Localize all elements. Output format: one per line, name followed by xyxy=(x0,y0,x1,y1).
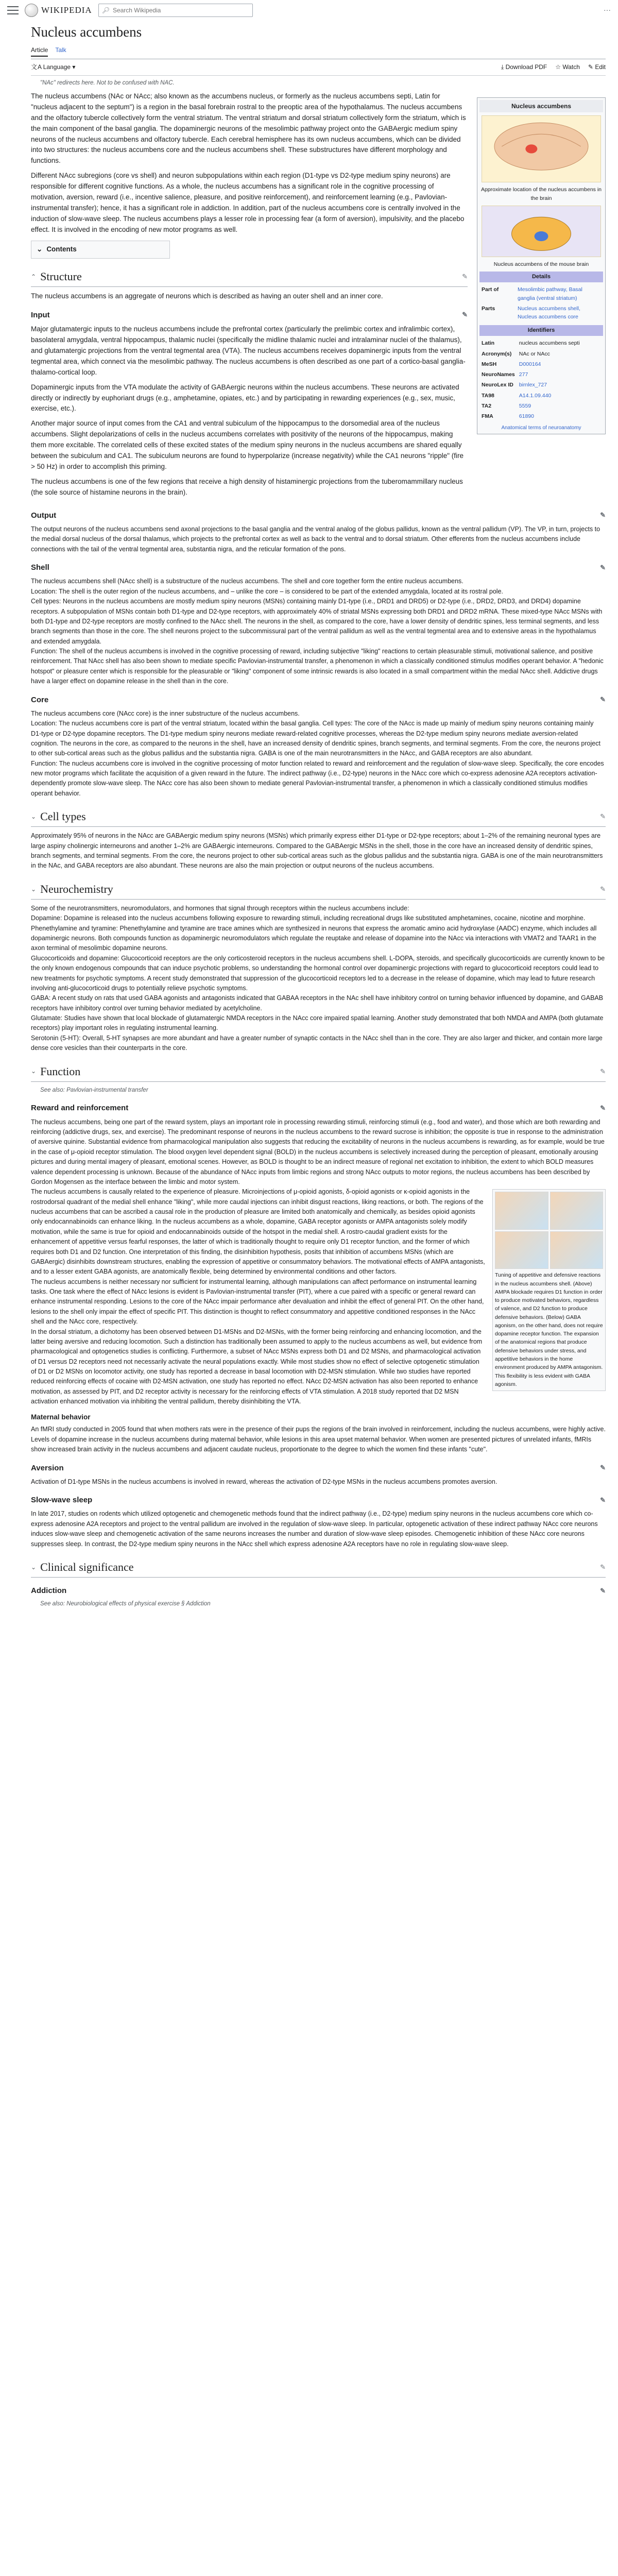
edit-section-icon[interactable]: ✎ xyxy=(600,885,606,893)
edit-section-icon[interactable]: ✎ xyxy=(462,272,468,280)
subsection-heading: Shell ✎ xyxy=(31,563,606,572)
paragraph: GABA: A recent study on rats that used GABA agonists and antagonists indicated that GABAA receptors in the NAc shell have inhibitory control on turning behavior influenced by dopamine, and GABAB receptors have inhibitory control over turning behavior mediated by acetylcholine. xyxy=(31,994,604,1012)
language-label: Language xyxy=(43,63,71,71)
paragraph: In the dorsal striatum, a dichotomy has been observed between D1-MSNs and D2-MSNs, with the former being reinforcing and enhancing locomotion, and the latter being aversive and reducing locomotion. Such a distinction has traditionally been assumed to apply to the nucleus accumbens as well, but evidence from pharmacological and optogenetics studies is conflicting. Furthermore, a subset of NAcc MSNs express both D1 and D2 MSNs, and pharmacological activation of D1 versus D2 receptors need not necessarily activate the neural populations exactly. While most studies show no effect of selective optogenetic stimulation of D1 or D2 MSNs on locomotor activity, one study has reported a decrease in basal locomotion with D2-MSN stimulation. While two studies have reported reduced reinforcing effects of cocaine with D2-MSN activation, one study has reported no effect. NAcc D2-MSN activation has also been reported to enhance motivation, as assessed by PIT, and D2 receptor activity is necessary for the reinforcing effects of VTA stimulation. A 2018 study reported that D2 MSN activation enhanced motivation via inhibiting the ventral pallidum, thereby disinhibiting the VTA. xyxy=(31,1328,483,1405)
watch-button[interactable]: ☆ Watch xyxy=(555,63,580,71)
paragraph: In late 2017, studies on rodents which utilized optogenetic and chemogenetic methods found that the indirect pathway (i.e., D2-type) medium spiny neurons in the nucleus accumbens core which co-express adenosine A2A receptors and project to the ventral pallidum are involved in the regulation of slow-wave sleep. In particular, optogenetic activation of these indirect pathway NAcc core neurons induces slow-wave sleep and chemogenetic activation of the same neurons increases the number and duration of slow-wave sleep episodes. Chemogenetic inhibition of these NAcc core neurons suppresses sleep. In contrast, the D2-type medium spiny neurons in the NAcc shell which express adenosine A2A receptors have no role in regulating slow-wave sleep. xyxy=(31,1510,598,1548)
tab-talk[interactable]: Talk xyxy=(55,46,66,54)
download-pdf-button[interactable]: ⤓ Download PDF xyxy=(501,63,547,71)
section-heading: ⌄ Function ✎ xyxy=(31,1063,606,1082)
collapse-icon[interactable]: ⌄ xyxy=(31,885,37,893)
intro-paragraph: The nucleus accumbens (NAc or NAcc; also known as the accumbens nucleus, or formerly as the nucleus accumbens septi, Latin for "nucleus adjacent to the septum") is a region in the basal forebrain rostral to the preoptic area of the hypothalamus. The nucleus accumbens and the olfactory tubercle collectively form the ventral striatum. The ventral striatum and dorsal striatum collectively form the striatum, which is the main component of the basal ganglia. The dopaminergic neurons of the mesolimbic pathway project onto the GABAergic medium spiny neurons of the nucleus accumbens and olfactory tubercle. Each cerebral hemisphere has its own nucleus accumbens, which can be divided into two structures: the nucleus accumbens core and the nucleus accumbens shell. These substructures have different morphology and functions. xyxy=(31,92,466,165)
infobox-caption: Approximate location of the nucleus accumbens in the brain xyxy=(480,187,602,201)
infobox-caption: Nucleus accumbens of the mouse brain xyxy=(493,261,589,267)
infobox-identifiers-head: Identifiers xyxy=(479,325,603,336)
edit-section-icon[interactable]: ✎ xyxy=(600,1464,606,1472)
edit-label: Edit xyxy=(595,63,606,71)
infobox-row: Latin nucleus accumbens septi xyxy=(482,340,580,347)
subsection-heading: Aversion ✎ xyxy=(31,1463,606,1472)
edit-section-icon[interactable]: ✎ xyxy=(462,311,468,319)
paragraph: Dopaminergic inputs from the VTA modulate the activity of GABAergic neurons within the nucleus accumbens. These neurons are activated directly or indirectly by euphoriant drugs (e.g., amphetamine, opiates, etc.) and by participating in rewarding experiences (e.g., sex, music, exercise, etc.). xyxy=(31,383,459,413)
download-label: Download PDF xyxy=(505,63,547,71)
paragraph: Cell types: Neurons in the nucleus accumbens are mostly medium spiny neurons (MSNs) containing mainly D1-type (i.e., DRD1 and DRD5) or D2-type (i.e., DRD2, DRD3, and DRD4) dopamine receptors. A subpopulation of MSNs contain both D1-type and D2-type receptors, with approximately 40% of striatal MSNs expressing both DRD1 and DRD2 mRNA. These mixed-type NAcc MSNs with both D1-type and D2-type receptors are mostly confined to the NAcc shell. The neurons in the shell, as compared to the core, have a lower density of dendritic spines, less terminal segments, and less branch segments than those in the core. The shell neurons project to the subcommissural part of the ventral pallidum as well as the ventral tegmental area and to extensive areas in the hypothalamus and extended amygdala. xyxy=(31,598,603,645)
site-name: WIKIPEDIA xyxy=(41,5,92,15)
infobox-details-table xyxy=(479,284,603,322)
see-also-note[interactable]: See also: Pavlovian-instrumental transfer xyxy=(40,1087,148,1093)
infobox-row: TA2 5559 xyxy=(482,402,531,409)
paragraph: The nucleus accumbens core (NAcc core) is the inner substructure of the nucleus accumbens. xyxy=(31,709,300,717)
page-tools-row xyxy=(31,59,606,76)
collapse-icon[interactable]: ⌃ xyxy=(31,273,37,280)
intro-paragraph: Different NAcc subregions (core vs shell) and neuron subpopulations within each region (D1-type vs D2-type medium spiny neurons) are responsible for different cognitive functions. As a whole, the nucleus accumbens has a significant role in the cognitive processing of motivation, aversion, reward (i.e., incentive salience, pleasure, and positive reinforcement), and reinforcement learning (e.g., Pavlovian-instrumental transfer); hence, it has a significant role in addiction. In addition, part of the nucleus accumbens core is centrally involved in the induction of slow-wave sleep. The nucleus accumbens plays a lesser role in processing fear (a form of aversion), impulsivity, and the placebo effect. It is involved in the encoding of new motor programs as well. xyxy=(31,172,465,233)
infobox-row: TA98 A14.1.09.440 xyxy=(482,392,552,399)
paragraph: Function: The shell of the nucleus accumbens is involved in the cognitive processing of reward, including subjective "liking" reactions to certain pleasurable stimuli, motivational salience, and positive reinforcement. That NAcc shell has also been shown to mediate specific Pavlovian-instrumental transfer, a phenomenon in which a classically conditioned stimulus modifies operant behavior. A "hedonic hotspot" or pleasure center which is responsible for the pleasurable or "liking" component of some intrinsic rewards is also located in a small compartment within the medial NAcc shell. Addictive drugs have a larger effect on dopamine release in the shell than in the core. xyxy=(31,648,604,685)
paragraph: The nucleus accumbens is neither necessary nor sufficient for instrumental learning, although manipulations can affect performance on instrumental learning tasks. One task where the effect of NAcc lesions is evident is Pavlovian-instrumental transfer (PIT), where a cue paired with a specific or general reward can enhance instrumental responding. Lesions to the core of the NAcc impair performance after devaluation and inhibit the effect of general PIT. On the other hand, lesions to the shell only impair the effect of specific PIT. This distinction is thought to reflect consummatory and appetitive conditioned responses in the NAcc shell and the NAcc core, respectively. xyxy=(31,1278,484,1326)
paragraph: Another major source of input comes from the CA1 and ventral subiculum of the hippocampus to the dorsomedial area of the nucleus accumbens. Slight depolarizations of cells in the nucleus accumbens correlates with positivity of the neurons of the hippocampus, making them more excitable. The correlated cells of these excited states of the medium spiny neurons in the nucleus accumbens are shared equally between the subiculum and CA1. The subiculum neurons are found to hyperpolarize (increase negativity) while the CA1 neurons "ripple" (fire > 50 Hz) in order to accomplish this priming. xyxy=(31,419,464,471)
paragraph: The nucleus accumbens shell (NAcc shell) is a substructure of the nucleus accumbens. The shell and core together form the entire nucleus accumbens. xyxy=(31,578,464,585)
collapse-icon[interactable]: ⌄ xyxy=(31,812,37,820)
paragraph: Phenethylamine and tyramine: Phenethylamine and tyramine are trace amines which are synthesized in neurons that express the aromatic amino acid hydroxylase (AADC) enzyme, which includes all dopaminergic neurons. Both compounds function as dopaminergic neuromodulators which regulate the reuptake and release of dopamine into the NAcc via interactions with VMAT2 and TAAR1 in the axon terminal of mesolimbic dopamine neurons. xyxy=(31,924,597,952)
section-heading: ⌄ Cell types ✎ xyxy=(31,808,606,827)
search-input[interactable] xyxy=(113,7,249,14)
namespace-tabs xyxy=(31,45,606,60)
paragraph: The nucleus accumbens, being one part of the reward system, plays an important role in processing rewarding stimuli, reinforcing stimuli (e.g., food and water), and those which are both rewarding and reinforcing (addictive drugs, sex, and exercise). The predominant response of neurons in the nucleus accumbens to the reward sucrose is inhibition; the opposite is true in response to the administration of aversive quinine. Substantial evidence from pharmacological manipulation also suggests that reducing the excitability of neurons in the nucleus accumbens is rewarding, as for example, would be true in the case of μ-opioid receptor stimulation. The blood oxygen level dependent signal (BOLD) in the nucleus accumbens is selectively increased during the perception of pleasant, emotionally arousing pictures and during mental imagery of pleasant, emotional scenes. However, as BOLD is thought to be an indirect measure of regional net excitation to inhibition, the extent to which BOLD measures valence dependent processing is unknown. Because of the abundance of NAcc inputs from limbic regions and strong NAcc outputs to motor regions, the nucleus accumbens has been described by Gordon Mogensen as the interface between the limbic and motor system. xyxy=(31,1118,605,1185)
section-heading: ⌄ Clinical significance ✎ xyxy=(31,1558,606,1578)
edit-section-icon[interactable]: ✎ xyxy=(600,1586,606,1595)
collapse-icon[interactable]: ⌄ xyxy=(31,1067,37,1075)
more-options-icon[interactable]: ··· xyxy=(604,6,611,14)
main-menu-icon[interactable] xyxy=(7,6,19,14)
infobox-footer-link[interactable]: Anatomical terms of neuroanatomy xyxy=(501,425,581,431)
paragraph: Glucocorticoids and dopamine: Glucocorticoid receptors are the only corticosteroid receptors in the nucleus accumbens shell. L-DOPA, steroids, and specifically glucocorticoids are currently known to be the only known endogenous compounds that can induce psychotic problems, so understanding the hormonal control over dopaminergic projections with regard to glucocorticoid receptors could lead to new treatments for psychotic symptoms. A recent study demonstrated that suppression of the glucocorticoid receptors led to a decrease in the release of dopamine, which may lead to future research involving anti-glucocorticoid drugs to potentially relieve psychotic symptoms. xyxy=(31,954,605,992)
section-heading: ⌃ Structure ✎ xyxy=(31,268,468,287)
mouse-brain-image[interactable] xyxy=(482,206,601,257)
hatnote: "NAc" redirects here. Not to be confused with NAC. xyxy=(40,80,175,87)
paragraph: Approximately 95% of neurons in the NAcc are GABAergic medium spiny neurons (MSNs) which primarily express either D1-type or D2-type receptors; about 1–2% of the remaining neuronal types are large aspiny cholinergic interneurons and another 1–2% are GABAergic interneurons. Compared to the GABAergic MSNs in the shell, those in the core have an increased density of dendritic spines, branch segments, and terminal segments. From the core, the neurons project to other sub-cortical areas such as the globus pallidus and the substantia nigra. GABA is one of the main neurotransmitters in the NAc, and GABA receptors are also abundant. These neurons are also the main projection or output neurons of the nucleus accumbens. xyxy=(31,832,603,870)
paragraph: Glutamate: Studies have shown that local blockade of glutamatergic NMDA receptors in the NAcc core impaired spatial learning. Another study demonstrated that both NMDA and AMPA (both glutamate receptors) play important roles in regulating instrumental learning. xyxy=(31,1014,604,1032)
contents-toggle[interactable] xyxy=(31,241,170,259)
edit-section-icon[interactable]: ✎ xyxy=(600,696,606,704)
edit-button[interactable]: ✎ Edit xyxy=(588,63,606,71)
page-title: Nucleus accumbens xyxy=(31,24,142,40)
section-heading: ⌄ Neurochemistry ✎ xyxy=(31,880,606,900)
brain-image[interactable] xyxy=(482,115,601,182)
paragraph: Location: The nucleus accumbens core is part of the ventral striatum, located within the basal ganglia. Cell types: The core of the NAcc is made up mainly of medium spiny neurons containing mainly D1-type or D2-type dopamine receptors. The D1-type medium spiny neurons mediate reward-related cognitive processes, whereas the D2-type medium spiny neurons mediate aversion-related cognition. The neurons in the core, as compared to the neurons in the shell, have an increased density of dendritic spines, branch segments, and terminal segments. From the core, the neurons project to other sub-cortical areas such as the globus pallidus and the substantia nigra. GABA is one of the main neurotransmitters in the NAcc, and GABA receptors are also abundant. xyxy=(31,720,600,757)
paragraph: The nucleus accumbens is causally related to the experience of pleasure. Microinjections of μ-opioid agonists, δ-opioid agonists or κ-opioid agonists in the rostrodorsal quadrant of the medial shell enhance "liking", while more caudal injections can inhibit disgust reactions, liking reactions, or both. The regions of the nucleus accumbens that can be ascribed a causal role in the production of pleasure are limited both anatomically and chemically, as besides opioid agonists only endocannabinoids can enhance liking. In the nucleus accumbens as a whole, dopamine, GABA receptor agonists or AMPA antagonists solely modify motivation, while the same is true for opioid and endocannabinoids outside of the hotspot in the medial shell. A rostro-caudal gradient exists for the enhancement of appetitive versus fearful responses, the latter of which is traditionally thought to require only D1 receptor function, and the former of which requires both D1 and D2 function. One interpretation of this finding, the disinhibition hypothesis, posits that inhibition of accumbens MSNs (which are GABAergic) disinhibits downstream structures, enabling the expression of appetitive or consummatory behaviors. The motivational effects of AMPA antagonists, and to a lesser extent GABA agonists, are anatomically flexible, being determined by environmental conditions and other factors. xyxy=(31,1188,485,1276)
infobox-row: FMA 61890 xyxy=(482,413,534,420)
mouse-brain-illustration xyxy=(482,206,600,257)
infobox-identifiers-table xyxy=(479,338,603,421)
subsection-heading: Input ✎ xyxy=(31,310,468,319)
edit-section-icon[interactable]: ✎ xyxy=(600,1496,606,1504)
edit-section-icon[interactable]: ✎ xyxy=(600,1563,606,1571)
subsection-heading: Addiction ✎ xyxy=(31,1586,606,1596)
infobox-details-head: Details xyxy=(479,272,603,282)
paragraph: Function: The nucleus accumbens core is involved in the cognitive processing of motor function related to reward and reinforcement and the regulation of slow-wave sleep. Specifically, the core encodes new motor programs which facilitate the acquisition of a given reward in the future. The indirect pathway (i.e., D2-type) neurons in the NAcc core which co-express adenosine A2A receptors activation-dependently promote slow-wave sleep. The NAcc core has also been shown to mediate general Pavlovian-instrumental transfer, a phenomenon in which a classically conditioned stimulus modifies operant behavior. xyxy=(31,759,604,797)
infobox-row: Part of Mesolimbic pathway, Basal ganglia (ventral striatum) xyxy=(482,286,582,301)
paragraph: An fMRI study conducted in 2005 found that when mothers rats were in the presence of their pups the regions of the brain involved in reinforcement, including the nucleus accumbens, were highly active. Levels of dopamine increase in the nucleus accumbens during maternal behavior, while lesions in this area upset maternal behavior. When women are presented pictures of unrelated infants, fMRIs show increased brain activity in the nucleus accumbens and adjacent caudate nucleus, proportionate to the degree to which the women find these infants "cute". xyxy=(31,1426,606,1453)
collapse-icon[interactable]: ⌄ xyxy=(31,1563,37,1571)
edit-section-icon[interactable]: ✎ xyxy=(600,511,606,519)
infobox-row: NeuroLex ID birnlex_727 xyxy=(482,382,547,388)
wikipedia-logo[interactable] xyxy=(25,4,92,17)
infobox-title: Nucleus accumbens xyxy=(479,100,603,113)
edit-section-icon[interactable]: ✎ xyxy=(600,812,606,821)
search-icon: 🔎︎ xyxy=(101,6,110,14)
infobox-row: NeuroNames 277 xyxy=(482,371,528,378)
infobox-row: Parts Nucleus accumbens shell, Nucleus accumbens core xyxy=(482,305,580,320)
chevron-down-icon: ⌄ xyxy=(37,245,43,253)
paragraph: Some of the neurotransmitters, neuromodulators, and hormones that signal through receptors within the nucleus accumbens include: xyxy=(31,904,409,912)
search-box[interactable] xyxy=(98,4,253,17)
paragraph: Dopamine: Dopamine is released into the nucleus accumbens following exposure to rewarding stimuli, including recreational drugs like substituted amphetamines, cocaine, nicotine and morphine. xyxy=(31,914,586,922)
paragraph: Major glutamatergic inputs to the nucleus accumbens include the prefrontal cortex (particularly the prelimbic cortex and infralimbic cortex), basolateral amygdala, ventral hippocampus, thalamic nuclei (specifically the midline thalamic nuclei and intralaminar nuclei of the thalamus), and glutamatergic projections from the ventral tegmental area (VTA). The nucleus accumbens receives dopaminergic inputs from the ventral tegmental area, which connect via the mesolimbic pathway. The nucleus accumbens is often described as one part of a cortico-basal ganglia-thalamo-cortical loop. xyxy=(31,325,466,376)
infobox-row: Acronym(s) NAc or NAcc xyxy=(482,350,550,357)
figure-caption: Tuning of appetitive and defensive reactions in the nucleus accumbens shell. (Above) AMPA blockade requires D1 function in order to produce motivated behaviors, regardless of valence, and D2 function to produce defensive behaviors. (Below) GABA agonism, on the other hand, does not require dopamine receptor function. The expansion of the anatomical regions that produce defensive behaviors under stress, and appetitive behaviors in the home environment produced by AMPA antagonism. This flexibility is less evident with GABA agonism. xyxy=(495,1272,603,1387)
tab-article[interactable]: Article xyxy=(31,45,48,57)
paragraph: The output neurons of the nucleus accumbens send axonal projections to the basal ganglia and the ventral analog of the globus pallidus, known as the ventral pallidum (VP). The VP, in turn, projects to the medial dorsal nucleus of the dorsal thalamus, which projects to the prefrontal cortex as well as back to the ventral and to dorsal striatum. Other efferents from the nucleus accumbens include connections with the tail of the ventral tegmental area, substantia nigra, and the reticular formation of the pons. xyxy=(31,526,600,553)
edit-section-icon[interactable]: ✎ xyxy=(600,1104,606,1112)
edit-section-icon[interactable]: ✎ xyxy=(600,563,606,571)
top-bar xyxy=(0,0,618,21)
paragraph: The nucleus accumbens is one of the few regions that receive a high density of histaminergic projections from the tuberomammillary nucleus (the sole source of histamine neurons in the brain). xyxy=(31,478,463,496)
brain-illustration xyxy=(482,116,600,182)
subsection-heading: Core ✎ xyxy=(31,695,606,704)
figure[interactable] xyxy=(492,1189,606,1391)
figure-image xyxy=(495,1192,603,1269)
paragraph: Location: The shell is the outer region of the nucleus accumbens, and – unlike the core – is considered to be part of the extended amygdala, located at its rostral pole. xyxy=(31,587,503,595)
globe-icon xyxy=(25,4,38,17)
subsection-heading: Output ✎ xyxy=(31,511,606,520)
paragraph: Serotonin (5-HT): Overall, 5-HT synapses are more abundant and have a greater number of synaptic contacts in the NAcc shell than in the core. They are also larger and thicker, and contain more large dense core vesicles than their counterparts in the core. xyxy=(31,1034,603,1052)
paragraph: Activation of D1-type MSNs in the nucleus accumbens is involved in reward, whereas the activation of D2-type MSNs in the nucleus accumbens promotes aversion. xyxy=(31,1478,497,1485)
subsection-heading: Slow-wave sleep ✎ xyxy=(31,1496,606,1505)
see-also-note[interactable]: See also: Neurobiological effects of physical exercise § Addiction xyxy=(40,1601,211,1607)
infobox xyxy=(477,97,606,434)
watch-label: Watch xyxy=(562,63,580,71)
subsubsection-heading: Maternal behavior xyxy=(31,1413,91,1421)
edit-section-icon[interactable]: ✎ xyxy=(600,1067,606,1075)
contents-label: Contents xyxy=(46,245,77,253)
subsection-heading: Reward and reinforcement ✎ xyxy=(31,1104,606,1113)
infobox-row: MeSH D000164 xyxy=(482,361,541,367)
language-button[interactable]: 文 A Language ▾ xyxy=(31,63,76,71)
paragraph: The nucleus accumbens is an aggregate of neurons which is described as having an outer shell and an inner core. xyxy=(31,292,383,300)
